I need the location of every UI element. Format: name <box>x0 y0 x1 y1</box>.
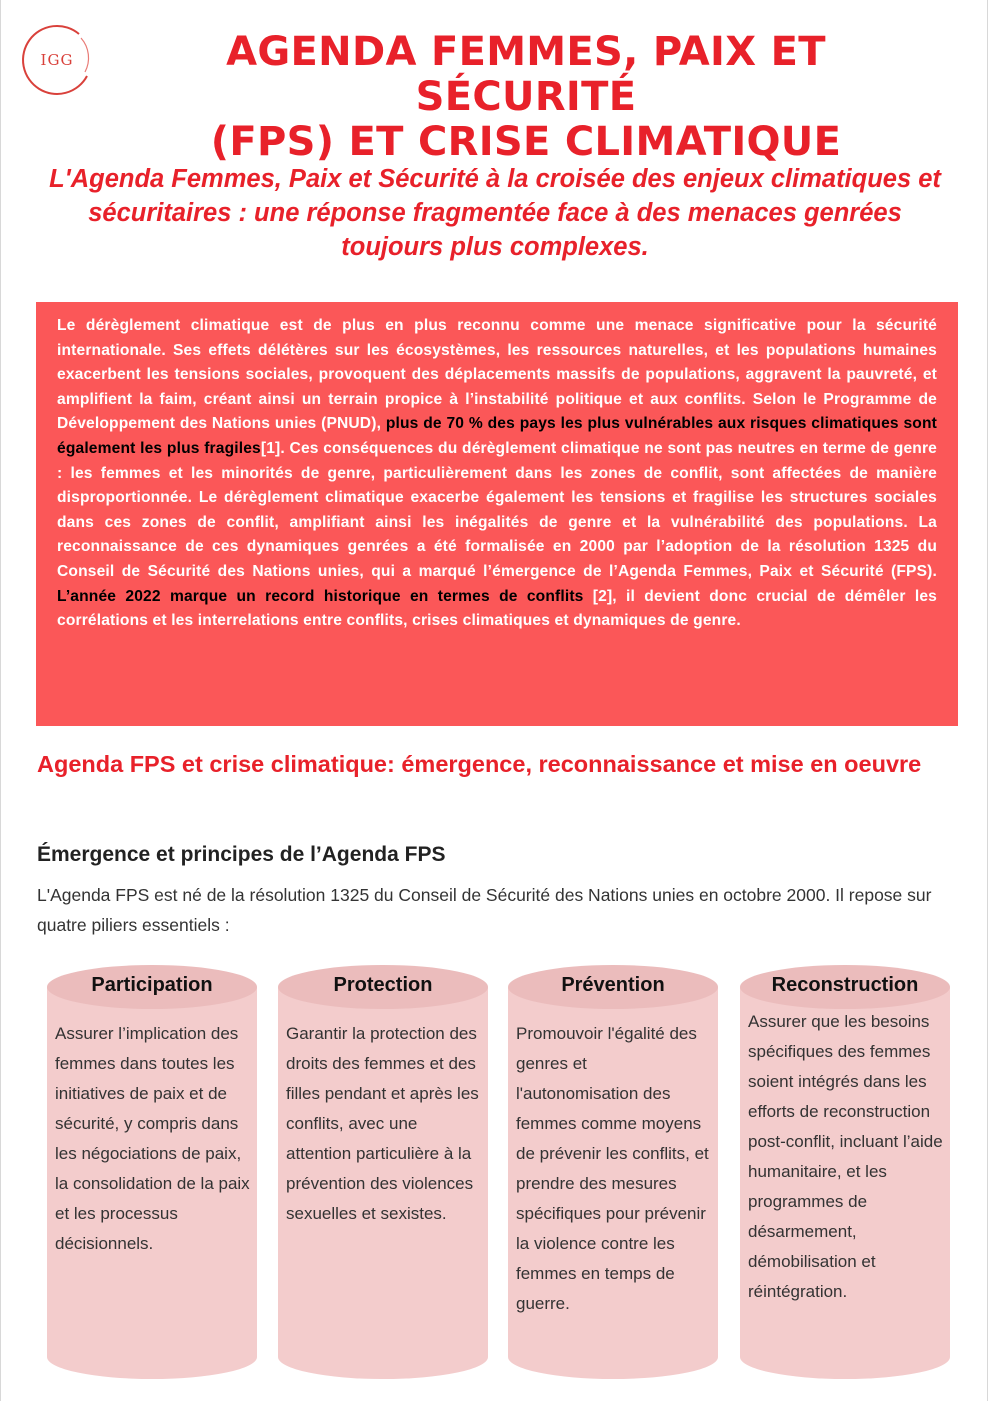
intro-text-part-3: [2], il devient donc crucial de démêler les corrélations et les interrelations entre conflits, crises climatiques et dynamiques de genre. <box>57 587 937 630</box>
pillar-title: Reconstruction <box>771 974 919 996</box>
pillar-protection <box>278 965 488 1375</box>
pillar-text: Assurer que les besoins spécifiques des femmes soient intégrés dans les efforts de reconstruction post-conflit, incluant l’aide humanitaire, et les programmes de désarmement, démobilisation et réintégration. <box>748 1012 943 1301</box>
body-paragraph: L'Agenda FPS est né de la résolution 1325 du Conseil de Sécurité des Nations unies en octobre 2000. Il repose sur quatre piliers essentiels : <box>37 885 932 935</box>
intro-text-part-1: Le dérèglement climatique est de plus en plus reconnu comme une menace significative pour la sécurité internationale. Ses effets délétères sur les écosystèmes, les ressources naturelles, et les populations humaines exacerbent les tensions sociales, provoquent des déplacements massifs de populations, aggravent la pauvreté, et amplifient la faim, créant ainsi un terrain propice à l’instabilité politique et aux conflits. Selon le Programme de Développement des Nations unies (PNUD), <box>57 317 937 433</box>
pillar-text: Garantir la protection des droits des femmes et des filles pendant et après les conflits, avec une attention particulière à la prévention des violences sexuelles et sexistes. <box>286 1024 479 1223</box>
pillar-text: Promouvoir l'égalité des genres et l'autonomisation des femmes comme moyens de prévenir les conflits, et prendre des mesures spécifiques pour prévenir la violence contre les femmes en temps de guerre. <box>516 1024 709 1313</box>
section-title: Agenda FPS et crise climatique: émergence, reconnaissance et mise en oeuvre <box>37 751 922 777</box>
logo-text: IGG <box>40 51 74 69</box>
intro-paragraph <box>57 314 937 634</box>
pillar-prevention <box>508 965 718 1375</box>
page-subtitle: L'Agenda Femmes, Paix et Sécurité à la croisée des enjeux climatiques et sécuritaires : une réponse fragmentée face à des menaces genrées toujours plus complexes. <box>49 165 941 261</box>
pillar-title: Protection <box>333 974 433 996</box>
pillar-participation <box>47 965 257 1375</box>
title-line-1: AGENDA FEMMES, PAIX ET SÉCURITÉ <box>226 29 826 120</box>
intro-highlight-2: L’année 2022 marque un record historique en termes de conflits <box>57 587 584 605</box>
intro-box <box>36 302 958 726</box>
title-line-2: (FPS) ET CRISE CLIMATIQUE <box>210 119 842 165</box>
sub-heading: Émergence et principes de l’Agenda FPS <box>37 843 446 866</box>
page-title <box>111 30 941 165</box>
pillar-reconstruction <box>740 965 950 1375</box>
igg-logo <box>19 24 95 100</box>
intro-highlight-1: plus de 70 % des pays les plus vulnérables aux risques climatiques sont également les plus fragiles <box>57 415 937 457</box>
pillar-title: Prévention <box>561 974 665 996</box>
pillar-title: Participation <box>91 974 213 996</box>
pillar-text: Assurer l’implication des femmes dans toutes les initiatives de paix et de sécurité, y compris dans les négociations de paix, la consolidation de la paix et les processus décisionnels. <box>55 1024 250 1253</box>
intro-text-part-2: [1]. Ces conséquences du dérèglement climatique ne sont pas neutres en terme de genre : les femmes et les minorités de genre, particulièrement dans les zones de conflit, sont affectées de manière disproportionnée. Le dérèglement climatique exacerbe également les tensions et fragilise les structures sociales dans ces zones de conflit, amplifiant ainsi les inégalités de genre et la vulnérabilité des populations. La reconnaissance de ces dynamiques genrées a été formalisée en 2000 par l’adoption de la résolution 1325 du Conseil de Sécurité des Nations unies, qui a marqué l’émergence de l’Agenda Femmes, Paix et Sécurité (FPS). <box>57 439 937 580</box>
